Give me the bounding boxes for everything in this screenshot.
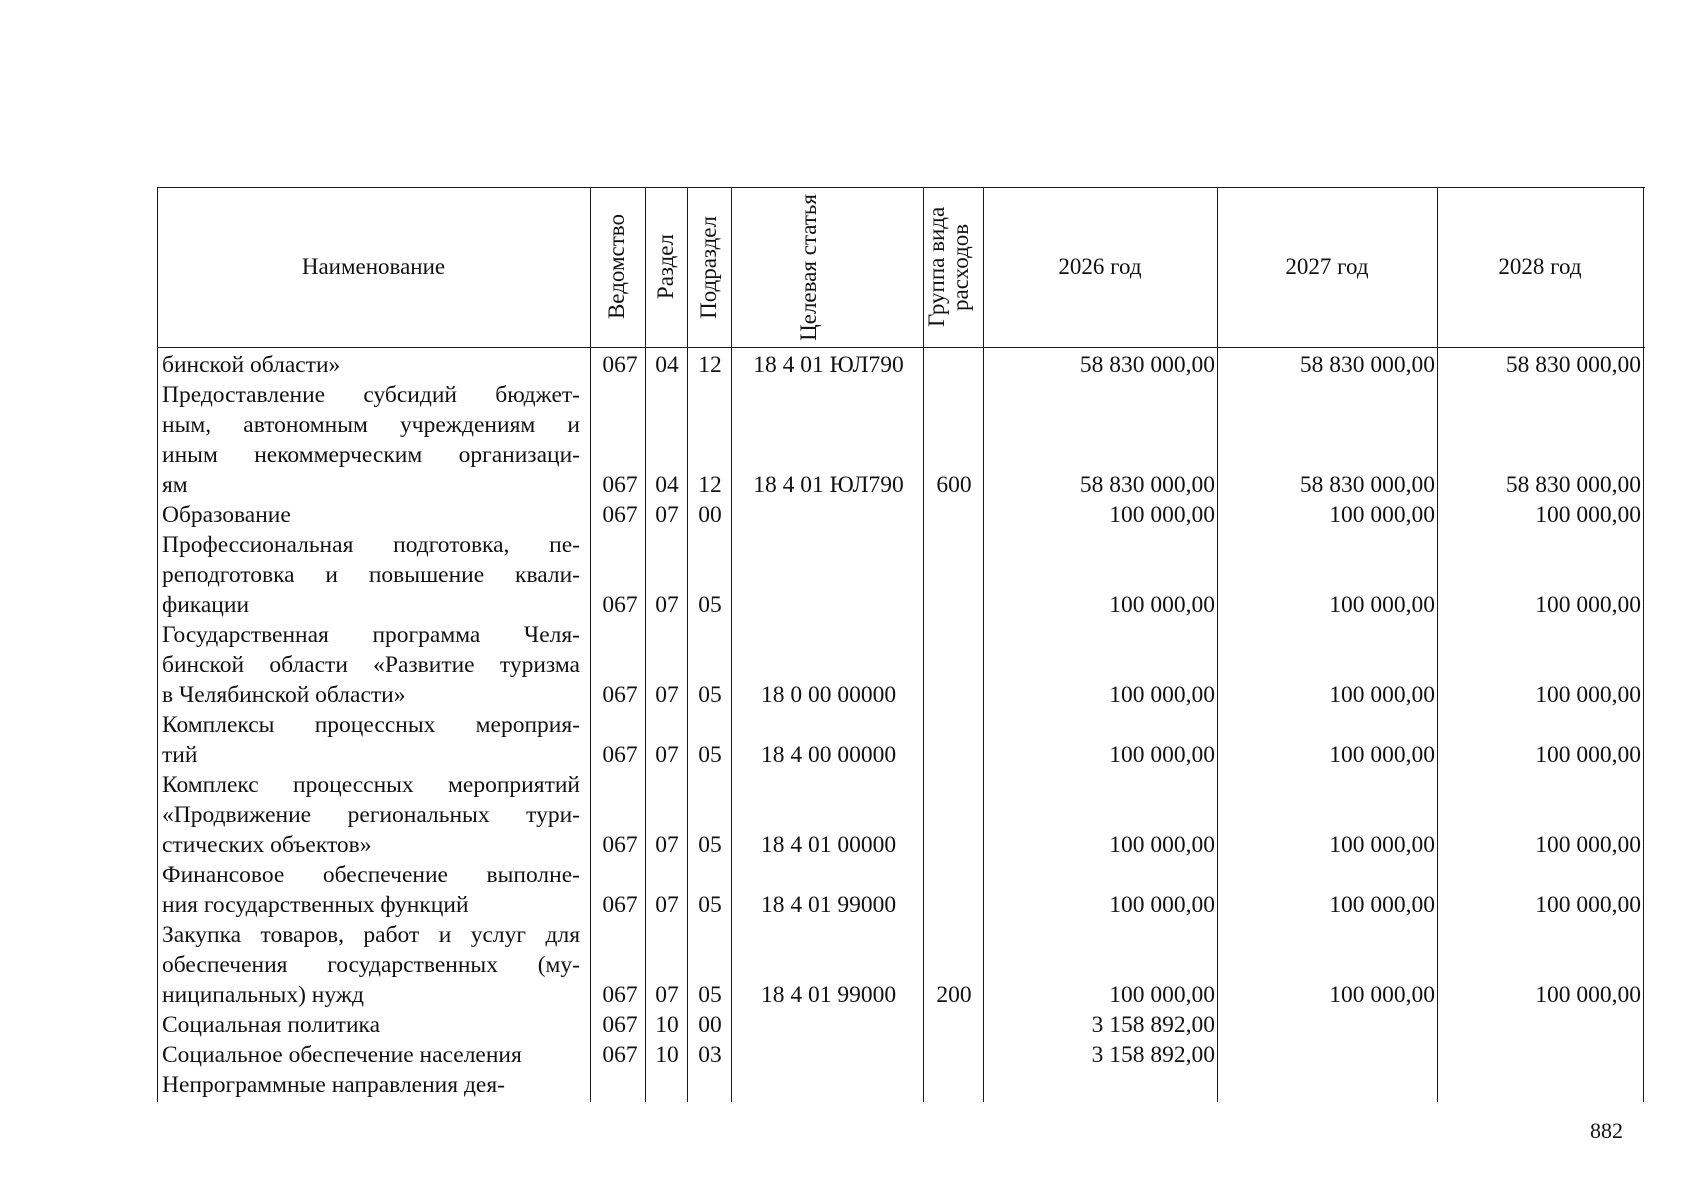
cell-raz: 07 bbox=[655, 832, 679, 858]
row-name-line: в Челябинской области» bbox=[162, 682, 406, 708]
cell-pod: 00 bbox=[698, 502, 722, 528]
row-name bbox=[162, 710, 580, 770]
row-name-line: ниципальных) нужд bbox=[162, 982, 364, 1008]
cell-y2028: 58 830 000,00 bbox=[1505, 472, 1641, 498]
cell-pod: 05 bbox=[698, 892, 722, 918]
cell-pod: 05 bbox=[698, 982, 722, 1008]
cell-y2026: 58 830 000,00 bbox=[1079, 352, 1215, 378]
header-celevaya bbox=[731, 187, 923, 347]
row-name bbox=[162, 500, 580, 530]
header-vedomstvo-text: Ведомство bbox=[604, 214, 630, 320]
row-name bbox=[162, 350, 580, 380]
cell-raz: 07 bbox=[655, 592, 679, 618]
cell-pod: 05 bbox=[698, 682, 722, 708]
cell-ved: 067 bbox=[602, 892, 638, 918]
cell-ved: 067 bbox=[602, 1012, 638, 1038]
row-name-line: Предоставление субсидий бюджет- bbox=[162, 382, 580, 408]
table-row bbox=[157, 920, 1645, 1010]
cell-raz: 04 bbox=[655, 352, 679, 378]
row-name-line: бинской области» bbox=[162, 352, 341, 378]
row-name-line: Комплекс процессных мероприятий bbox=[162, 772, 580, 798]
page-number: 882 bbox=[1590, 1118, 1623, 1143]
cell-ved: 067 bbox=[602, 472, 638, 498]
table-row bbox=[157, 500, 1645, 530]
row-name bbox=[162, 860, 580, 920]
cell-y2026: 100 000,00 bbox=[1109, 682, 1215, 708]
header-2027-text: 2027 год bbox=[1285, 254, 1369, 279]
cell-y2027: 58 830 000,00 bbox=[1299, 472, 1435, 498]
row-name-line: реподготовка и повышение квали- bbox=[162, 562, 580, 588]
cell-y2027: 100 000,00 bbox=[1329, 832, 1435, 858]
row-name-line: Образование bbox=[162, 502, 291, 528]
header-gruppa bbox=[923, 187, 983, 347]
header-name-text: Наименование bbox=[301, 254, 446, 279]
cell-cel: 18 4 01 99000 bbox=[760, 982, 897, 1008]
table-row bbox=[157, 350, 1645, 380]
cell-raz: 07 bbox=[655, 682, 679, 708]
header-2027 bbox=[1217, 187, 1437, 347]
cell-y2028: 100 000,00 bbox=[1535, 742, 1641, 768]
row-name-line: «Продвижение региональных тури- bbox=[162, 802, 580, 828]
row-name-line: Закупка товаров, работ и услуг для bbox=[162, 922, 580, 948]
row-name bbox=[162, 1070, 580, 1100]
header-2028-text: 2028 год bbox=[1498, 254, 1582, 279]
header-vedomstvo bbox=[590, 187, 645, 347]
cell-pod: 05 bbox=[698, 592, 722, 618]
cell-y2028: 100 000,00 bbox=[1535, 892, 1641, 918]
row-name-line: Профессиональная подготовка, пе- bbox=[162, 532, 580, 558]
table-row bbox=[157, 1070, 1645, 1100]
table-row bbox=[157, 380, 1645, 500]
cell-ved: 067 bbox=[602, 982, 638, 1008]
header-2026-text: 2026 год bbox=[1058, 254, 1142, 279]
cell-ved: 067 bbox=[602, 352, 638, 378]
table-row bbox=[157, 530, 1645, 620]
cell-y2027: 58 830 000,00 bbox=[1299, 352, 1435, 378]
row-name-line: Социальное обеспечение населения bbox=[162, 1042, 522, 1068]
row-name bbox=[162, 380, 580, 500]
cell-cel: 18 4 01 ЮЛ790 bbox=[753, 352, 904, 378]
row-name bbox=[162, 530, 580, 620]
header-name bbox=[157, 187, 590, 347]
cell-ved: 067 bbox=[602, 742, 638, 768]
cell-pod: 12 bbox=[698, 352, 722, 378]
cell-pod: 05 bbox=[698, 742, 722, 768]
cell-y2026: 100 000,00 bbox=[1109, 892, 1215, 918]
cell-grp: 600 bbox=[936, 472, 972, 498]
cell-ved: 067 bbox=[602, 1042, 638, 1068]
row-name bbox=[162, 920, 580, 1010]
table-row bbox=[157, 860, 1645, 920]
cell-y2028: 100 000,00 bbox=[1535, 982, 1641, 1008]
cell-cel: 18 0 00 00000 bbox=[760, 682, 897, 708]
cell-y2028: 100 000,00 bbox=[1535, 682, 1641, 708]
row-name bbox=[162, 1010, 580, 1040]
budget-table bbox=[157, 187, 1645, 1102]
header-bottom-border bbox=[157, 347, 1645, 348]
cell-y2027: 100 000,00 bbox=[1329, 982, 1435, 1008]
header-2026 bbox=[983, 187, 1217, 347]
cell-y2026: 100 000,00 bbox=[1109, 742, 1215, 768]
header-gruppa-text: Группа вида расходов bbox=[924, 206, 974, 328]
header-podrazdel-text: Подраздел bbox=[695, 215, 721, 319]
cell-ved: 067 bbox=[602, 682, 638, 708]
cell-cel: 18 4 01 00000 bbox=[760, 832, 897, 858]
cell-y2028: 58 830 000,00 bbox=[1505, 352, 1641, 378]
cell-y2026: 58 830 000,00 bbox=[1079, 472, 1215, 498]
table-row bbox=[157, 1040, 1645, 1070]
row-name bbox=[162, 620, 580, 710]
cell-y2028: 100 000,00 bbox=[1535, 502, 1641, 528]
cell-y2027: 100 000,00 bbox=[1329, 592, 1435, 618]
cell-ved: 067 bbox=[602, 592, 638, 618]
row-name-line: стических объектов» bbox=[162, 832, 372, 858]
cell-y2028: 100 000,00 bbox=[1535, 832, 1641, 858]
cell-raz: 07 bbox=[655, 502, 679, 528]
row-name-line: Государственная программа Челя- bbox=[162, 622, 580, 648]
cell-ved: 067 bbox=[602, 832, 638, 858]
cell-y2026: 100 000,00 bbox=[1109, 982, 1215, 1008]
cell-ved: 067 bbox=[602, 502, 638, 528]
row-name-line: Социальная политика bbox=[162, 1012, 381, 1038]
cell-pod: 03 bbox=[698, 1042, 722, 1068]
cell-raz: 10 bbox=[655, 1012, 679, 1038]
cell-y2026: 100 000,00 bbox=[1109, 502, 1215, 528]
header-razdel bbox=[645, 187, 687, 347]
header-2028 bbox=[1437, 187, 1643, 347]
cell-y2027: 100 000,00 bbox=[1329, 742, 1435, 768]
cell-raz: 07 bbox=[655, 892, 679, 918]
row-name-line: Непрограммные направления дея- bbox=[162, 1072, 505, 1098]
cell-y2026: 3 158 892,00 bbox=[1091, 1042, 1215, 1068]
table-row bbox=[157, 620, 1645, 710]
table-row bbox=[157, 770, 1645, 860]
cell-raz: 10 bbox=[655, 1042, 679, 1068]
row-name bbox=[162, 770, 580, 860]
table-row bbox=[157, 710, 1645, 770]
cell-raz: 04 bbox=[655, 472, 679, 498]
row-name-line: ям bbox=[162, 472, 188, 498]
cell-y2026: 100 000,00 bbox=[1109, 832, 1215, 858]
cell-pod: 05 bbox=[698, 832, 722, 858]
header-celevaya-text: Целевая статья bbox=[796, 193, 821, 341]
row-name-line: тий bbox=[162, 742, 198, 768]
row-name-line: ния государственных функций bbox=[162, 892, 469, 918]
cell-pod: 00 bbox=[698, 1012, 722, 1038]
cell-pod: 12 bbox=[698, 472, 722, 498]
cell-grp: 200 bbox=[936, 982, 972, 1008]
row-name-line: ным, автономным учреждениям и bbox=[162, 412, 580, 438]
row-name-line: иным некоммерческим организаци- bbox=[162, 442, 580, 468]
cell-raz: 07 bbox=[655, 742, 679, 768]
row-name-line: Комплексы процессных мероприя- bbox=[162, 712, 580, 738]
row-name-line: Финансовое обеспечение выполне- bbox=[162, 862, 580, 888]
header-razdel-text: Раздел bbox=[652, 234, 678, 300]
cell-y2027: 100 000,00 bbox=[1329, 892, 1435, 918]
row-name bbox=[162, 1040, 580, 1070]
cell-cel: 18 4 01 ЮЛ790 bbox=[753, 472, 904, 498]
cell-y2026: 100 000,00 bbox=[1109, 592, 1215, 618]
cell-y2026: 3 158 892,00 bbox=[1091, 1012, 1215, 1038]
cell-cel: 18 4 01 99000 bbox=[760, 892, 897, 918]
cell-raz: 07 bbox=[655, 982, 679, 1008]
row-name-line: бинской области «Развитие туризма bbox=[162, 652, 580, 678]
cell-y2027: 100 000,00 bbox=[1329, 682, 1435, 708]
table-row bbox=[157, 1010, 1645, 1040]
row-name-line: фикации bbox=[162, 592, 250, 618]
cell-cel: 18 4 00 00000 bbox=[760, 742, 897, 768]
header-podrazdel bbox=[687, 187, 731, 347]
cell-y2027: 100 000,00 bbox=[1329, 502, 1435, 528]
cell-y2028: 100 000,00 bbox=[1535, 592, 1641, 618]
row-name-line: обеспечения государственных (му- bbox=[162, 952, 580, 978]
